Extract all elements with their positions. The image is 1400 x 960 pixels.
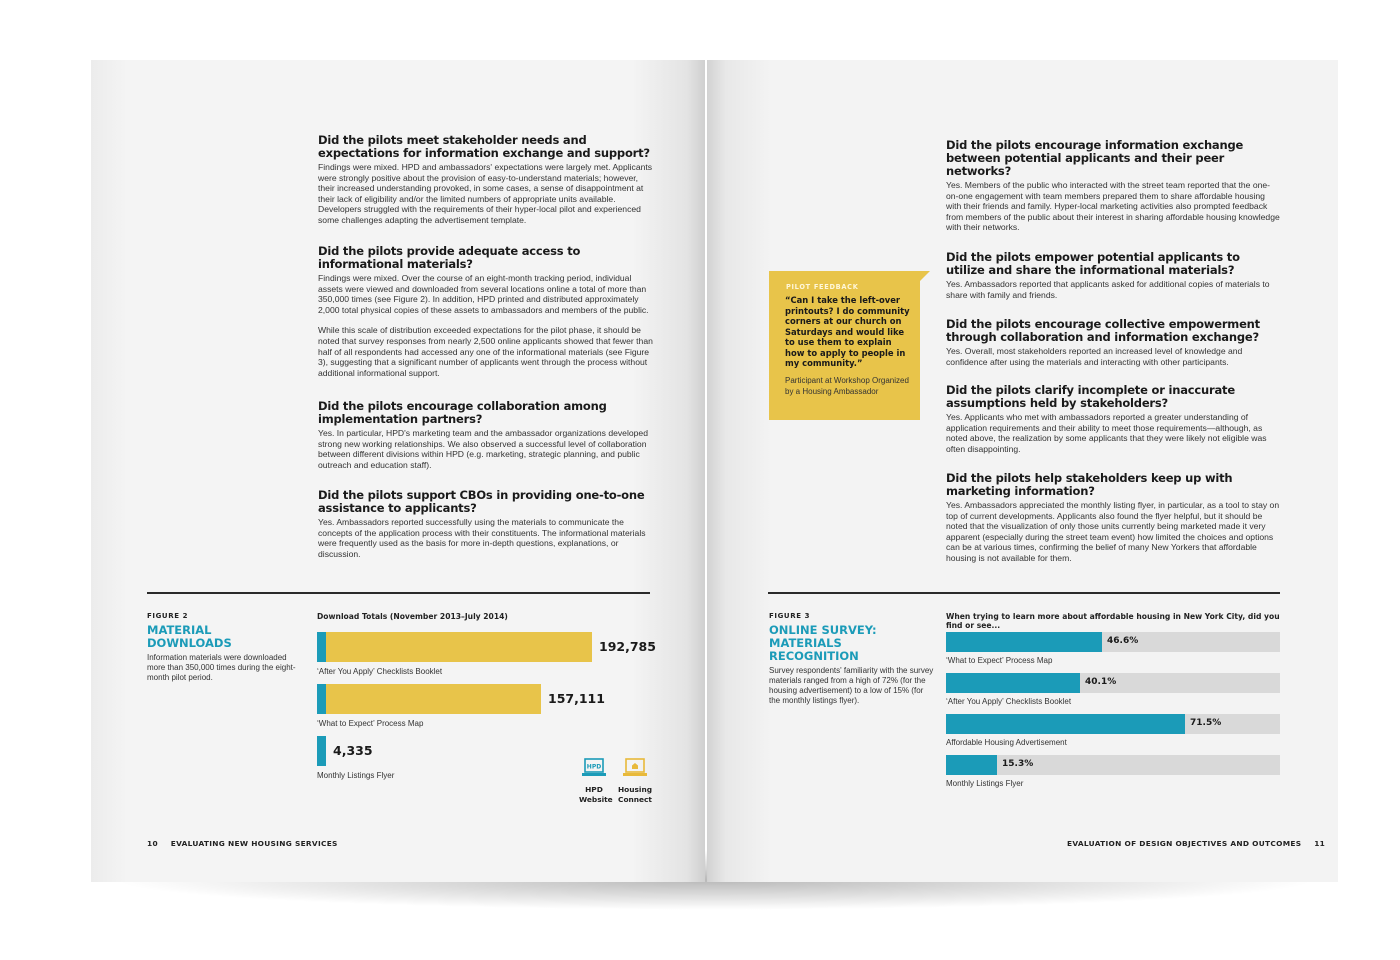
bar-segment-hpd-website bbox=[317, 736, 326, 766]
section-body: Yes. Members of the public who interacted with the street team reported that the one-on-one engagement with team members prepared them to share affordable housing with their friends and family. Hyper-local marketing activities also prompted feedback from members of the public about their interest in sharing affordable housing knowledge with their networks. bbox=[946, 180, 1280, 233]
divider bbox=[147, 592, 650, 594]
figure-title: MATERIAL DOWNLOADS bbox=[147, 623, 232, 650]
section-stakeholder-needs bbox=[318, 134, 653, 226]
bar-value-label: 40.1% bbox=[1085, 677, 1117, 687]
bar-value-label: 71.5% bbox=[1190, 718, 1222, 728]
bar-category-label: ‘What to Expect’ Process Map bbox=[317, 719, 424, 728]
bar-value-label: 46.6% bbox=[1107, 636, 1139, 646]
section-access-materials bbox=[318, 245, 653, 378]
legend-label: Housing Connect bbox=[618, 785, 653, 804]
footer-section-title: EVALUATION OF DESIGN OBJECTIVES AND OUTCOMES bbox=[1067, 839, 1302, 848]
section-body: Yes. Ambassadors appreciated the monthly listing flyer, in particular, as a tool to stay on top of current developments. Applicants also found the flyer helpful, but it should be noted that the visualization of only those units currently being marketed made it very apparent (especially during the street team event) how limited the choices and options can be at various times, confirming the belief of many New Yorkers that affordable housing is not available for them. bbox=[946, 500, 1280, 563]
section-empower-applicants bbox=[946, 251, 1281, 300]
bar-category-label: ‘What to Expect’ Process Map bbox=[946, 656, 1053, 665]
callout-attribution: Participant at Workshop Organized by a Housing Ambassador bbox=[785, 376, 909, 396]
section-body: Yes. Applicants who met with ambassadors reported a greater understanding of application requirements and their ability to meet those requirements—although, as noted above, the realization by some applicants that they were likely not eligible was often disappointing. bbox=[946, 412, 1267, 454]
bar-category-label: Monthly Listings Flyer bbox=[317, 771, 395, 780]
bar-value-label: 157,111 bbox=[548, 691, 605, 706]
bar-segment-housing-connect bbox=[326, 684, 541, 714]
bar-segment-hpd-website bbox=[317, 632, 326, 662]
survey-bar-row bbox=[946, 755, 1280, 791]
section-body: Yes. In particular, HPD's marketing team and the ambassador organizations developed strong new working relationships. We also observed a successful level of collaboration between different divisions within HPD (e.g. marketing, strategic planning, and public outreach and education staff). bbox=[318, 428, 648, 470]
bar-value-label: 192,785 bbox=[599, 639, 656, 654]
figure-description: Information materials were downloaded more than 350,000 times during the eight-month pilot period. bbox=[147, 653, 296, 682]
section-heading: Did the pilots encourage collaboration among implementation partners? bbox=[318, 399, 607, 426]
section-collaboration bbox=[318, 400, 653, 470]
bar-fill bbox=[946, 714, 1185, 734]
section-body: Yes. Ambassadors reported successfully using the materials to communicate the concepts of the application process with their constituents. The informational materials were frequently used as the basis for more in-depth questions, explanations, or discussion. bbox=[318, 517, 646, 559]
bar-category-label: ‘After You Apply’ Checklists Booklet bbox=[317, 667, 443, 676]
bar-track bbox=[946, 755, 1280, 775]
divider bbox=[768, 592, 1280, 594]
bar-track bbox=[946, 632, 1280, 652]
figure-title: ONLINE SURVEY: MATERIALS RECOGNITION bbox=[769, 623, 877, 663]
download-bar-row bbox=[317, 632, 657, 676]
hpd-badge-text: HPD bbox=[586, 763, 602, 771]
section-body: While this scale of distribution exceeded expectations for the pilot phase, it should be noted that survey responses from nearly 2,500 online applicants showed that fewer than half of all respondents had accessed any one of the informational materials (see Figure 3), suggesting that a significant number of applicants went through the process without additional informational support. bbox=[318, 325, 653, 378]
bar-track bbox=[946, 673, 1280, 693]
section-heading: Did the pilots provide adequate access to informational materials? bbox=[318, 244, 581, 271]
download-bar-row bbox=[317, 684, 657, 728]
section-body: Findings were mixed. Over the course of an eight-month tracking period, individual assets were viewed and downloaded from several locations online a total of more than 350,000 times (see Figure 2). In addition, HPD printed and distributed approximately 2,000 total physical copies of these assets to ambassadors and members of the public. bbox=[318, 273, 649, 315]
page-footer bbox=[1067, 839, 1326, 848]
figure-label: FIGURE 2 bbox=[147, 612, 189, 620]
section-information-exchange bbox=[946, 139, 1281, 233]
bar-segment-housing-connect bbox=[326, 632, 592, 662]
section-body: Findings were mixed. HPD and ambassadors' expectations were largely met. Applicants were strongly positive about the provision of easy-to-understand materials; however, their increased understanding provoked, in some cases, a sense of disappointment at their lack of eligibility and/or the limited numbers of appropriate units available. Developers struggled with the requirements of their hyper-local pilot and experienced some challenges adapting the advertisement template. bbox=[318, 162, 653, 225]
footer-section-title: EVALUATING NEW HOUSING SERVICES bbox=[170, 839, 338, 848]
bar-segment-hpd-website bbox=[317, 684, 326, 714]
bar-value-label: 4,335 bbox=[333, 743, 373, 758]
bar-fill bbox=[946, 673, 1080, 693]
section-heading: Did the pilots help stakeholders keep up with marketing information? bbox=[946, 471, 1233, 498]
chart-title: When trying to learn more about affordable housing in New York City, did you find or see... bbox=[946, 612, 1280, 630]
bar-fill bbox=[946, 755, 997, 775]
callout-label: PILOT FEEDBACK bbox=[786, 283, 859, 291]
laptop-house-icon bbox=[622, 758, 648, 780]
section-body: Yes. Ambassadors reported that applicants asked for additional copies of materials to share with family and friends. bbox=[946, 279, 1270, 300]
bar-track bbox=[946, 714, 1280, 734]
figure-description: Survey respondents' familiarity with the survey materials ranged from a high of 72% (for the housing advertisement) to a low of 15% (for the monthly listings flyer). bbox=[769, 666, 934, 705]
right-page bbox=[707, 60, 1338, 882]
figure-3-caption bbox=[769, 612, 934, 706]
page-number: 10 bbox=[147, 839, 158, 848]
page-footer bbox=[147, 839, 338, 848]
left-page bbox=[91, 60, 705, 882]
section-collective-empowerment bbox=[946, 318, 1281, 367]
section-heading: Did the pilots encourage information exchange between potential applicants and their peer networks? bbox=[946, 138, 1244, 178]
section-cbo-assistance bbox=[318, 489, 653, 559]
survey-bar-row bbox=[946, 632, 1280, 668]
section-heading: Did the pilots empower potential applicants to utilize and share the informational materials? bbox=[946, 250, 1240, 277]
section-heading: Did the pilots meet stakeholder needs and expectations for information exchange and support? bbox=[318, 133, 650, 160]
callout-pointer bbox=[920, 271, 930, 281]
laptop-icon bbox=[581, 758, 607, 780]
section-body: Yes. Overall, most stakeholders reported an increased level of knowledge and confidence after using the materials and interacting with other participants. bbox=[946, 346, 1243, 367]
bar-category-label: ‘After You Apply’ Checklists Booklet bbox=[946, 697, 1072, 706]
bar-category-label: Affordable Housing Advertisement bbox=[946, 738, 1067, 747]
section-marketing-information bbox=[946, 472, 1281, 564]
survey-chart bbox=[946, 612, 1286, 802]
section-heading: Did the pilots support CBOs in providing one-to-one assistance to applicants? bbox=[318, 488, 645, 515]
legend-housing-connect bbox=[618, 758, 652, 805]
figure-2-caption bbox=[147, 612, 297, 683]
chart-title: Download Totals (November 2013–July 2014) bbox=[317, 612, 508, 621]
figure-label: FIGURE 3 bbox=[769, 612, 811, 620]
section-heading: Did the pilots encourage collective empowerment through collaboration and information exchange? bbox=[946, 317, 1260, 344]
bar-value-label: 15.3% bbox=[1002, 759, 1034, 769]
bar-category-label: Monthly Listings Flyer bbox=[946, 779, 1024, 788]
legend-label: HPD Website bbox=[579, 785, 613, 804]
survey-bar-row bbox=[946, 673, 1280, 709]
legend-hpd-website bbox=[579, 758, 613, 805]
bar-fill bbox=[946, 632, 1102, 652]
section-clarify-assumptions bbox=[946, 384, 1281, 454]
callout-quote: “Can I take the left-over printouts? I do community corners at our church on Saturdays and would like to use them to explain how to apply to people in my community.” bbox=[785, 295, 910, 368]
page-number: 11 bbox=[1314, 839, 1326, 848]
survey-bar-row bbox=[946, 714, 1280, 750]
pilot-feedback-callout bbox=[769, 271, 920, 420]
section-heading: Did the pilots clarify incomplete or inaccurate assumptions held by stakeholders? bbox=[946, 383, 1235, 410]
